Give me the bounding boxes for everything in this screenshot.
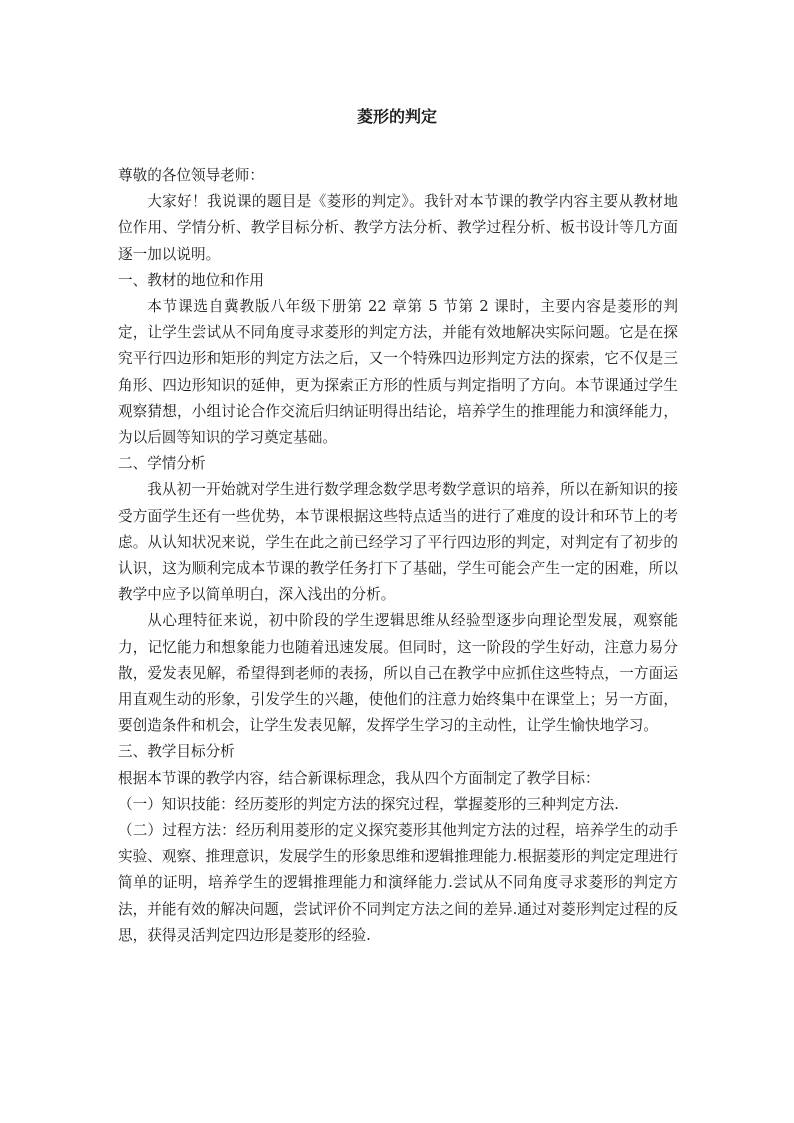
section-heading-2: 二、学情分析 [118, 455, 206, 473]
section-2-paragraph-2: 从心理特征来说，初中阶段的学生逻辑思维从经验型逐步向理论型发展，观察能力，记忆能力和想象能力也随着迅速发展。但同时，这一阶段的学生好动，注意力易分散，爱发表见解，希望得到老师的表扬，所以自己在教学中应抓住这些特点，一方面运用直观生动的形象，引发学生的兴趣，使他们的注意力始终集中在课堂上；另一方面，要创造条件和机会，让学生发表见解，发挥学生学习的主动性，让学生愉快地学习。 [118, 612, 678, 735]
intro-paragraph: 大家好！我说课的题目是《菱形的判定》。我针对本节课的教学内容主要从教材地位作用、学情分析、教学目标分析、教学方法分析、教学过程分析、板书设计等几方面逐一加以说明。 [118, 193, 678, 263]
document-title: 菱形的判定 [356, 107, 437, 126]
goal-knowledge-skills: （一）知识技能：经历菱形的判定方法的探究过程，掌握菱形的三种判定方法. [118, 795, 619, 813]
greeting-paragraph: 尊敬的各位领导老师： [118, 167, 264, 184]
document-body [118, 163, 678, 949]
section-1-paragraph: 本节课选自冀教版八年级下册第 22 章第 5 节第 2 课时，主要内容是菱形的判定，让学生尝试从不同角度寻求菱形的判定方法，并能有效地解决实际问题。它是在探究平行四边形和矩形的判定方法之后，又一个特殊四边形判定方法的探索，它不仅是三角形、四边形知识的延伸，更为探索正方形的性质与判定指明了方向。本节课通过学生观察猜想，小组讨论合作交流后归纳证明得出结论，培养学生的推理能力和演绎能力，为以后圆等知识的学习奠定基础。 [118, 298, 678, 447]
section-3-intro: 根据本节课的教学内容，结合新课标理念，我从四个方面制定了教学目标： [118, 769, 600, 787]
section-heading-3: 三、教学目标分析 [118, 743, 235, 761]
section-heading-1: 一、教材的地位和作用 [118, 271, 264, 289]
section-2-paragraph-1: 我从初一开始就对学生进行数学理念数学思考数学意识的培养，所以在新知识的接受方面学生还有一些优势，本节课根据这些特点适当的进行了难度的设计和环节上的考虑。从认知状况来说，学生在此之前已经学习了平行四边形的判定，对判定有了初步的认识，这为顺利完成本节课的教学任务打下了基础，学生可能会产生一定的困难，所以教学中应予以简单明白，深入浅出的分析。 [118, 481, 678, 604]
goal-process-methods: （二）过程方法：经历利用菱形的定义探究菱形其他判定方法的过程，培养学生的动手实验、观察、推理意识，发展学生的形象思维和逻辑推理能力.根据菱形的判定定理进行简单的证明，培养学生的逻辑推理能力和演绎能力.尝试从不同角度寻求菱形的判定方法，并能有效的解决问题，尝试评价不同判定方法之间的差异.通过对菱形判定过程的反思，获得灵活判定四边形是菱形的经验. [118, 822, 678, 944]
